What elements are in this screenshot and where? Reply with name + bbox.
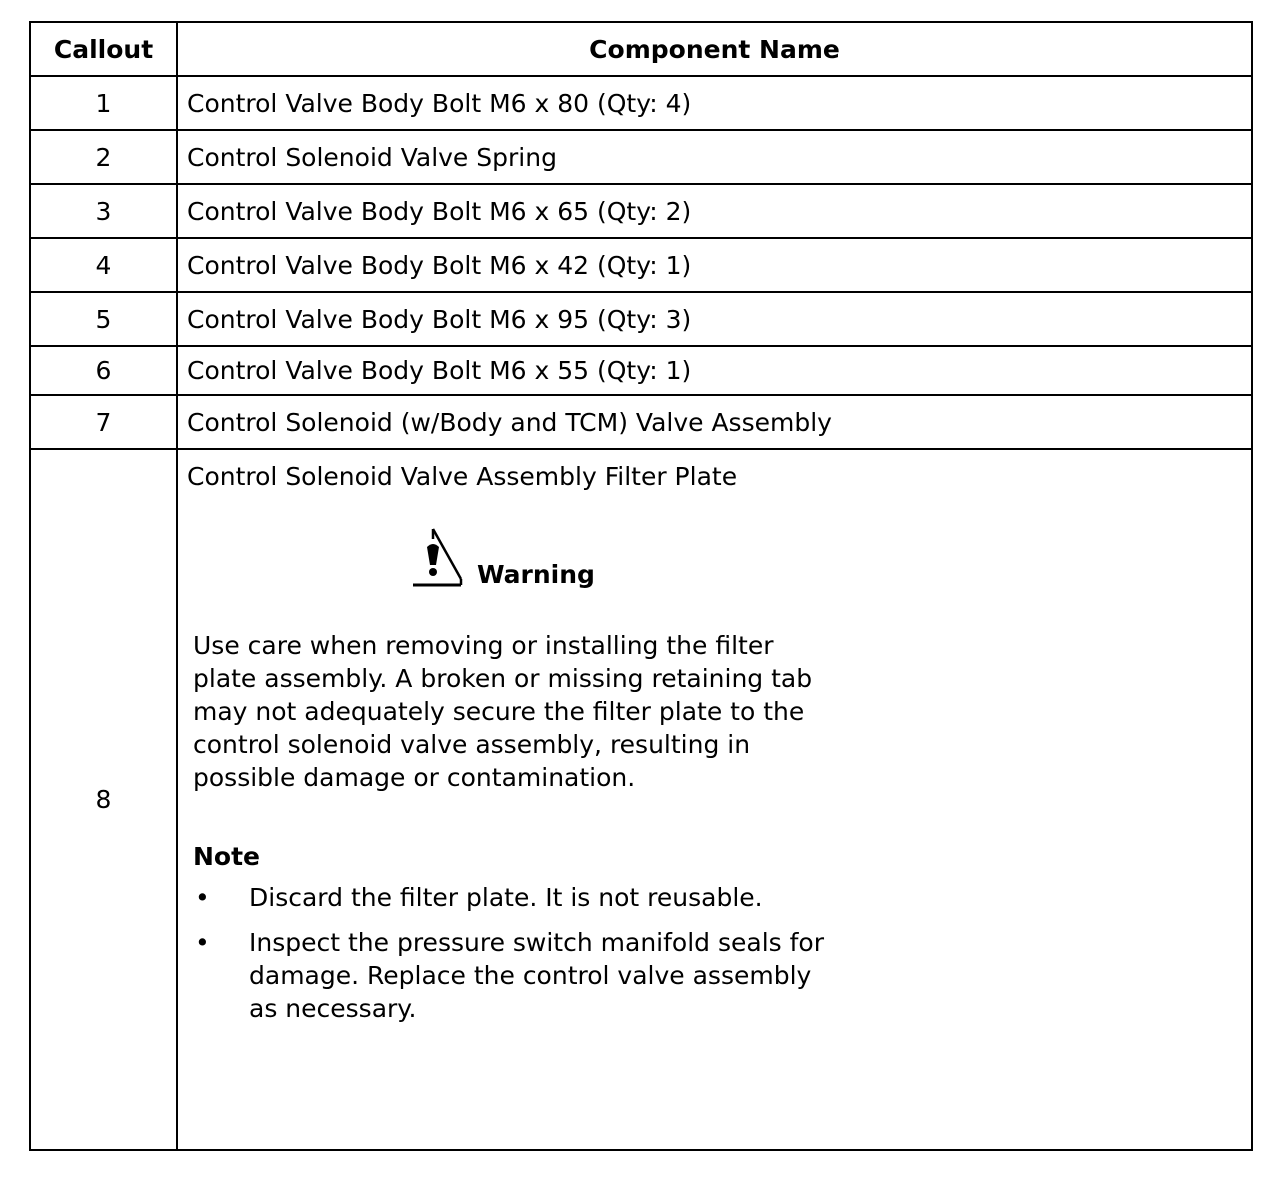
components-table [29,21,1253,1151]
warning-text: Use care when removing or installing the filter plate assembly. A broken or missing retaining tab may not adequately secure the filter plate to the control solenoid valve assembly, resulting in possible damage or contamination. [193,631,813,792]
table-row [30,130,1252,184]
component-name-cell: Control Valve Body Bolt M6 x 55 (Qty: 1) [177,346,1252,395]
warning-icon [409,525,465,589]
component-name-cell: Control Valve Body Bolt M6 x 95 (Qty: 3) [177,292,1252,346]
note-list [193,881,833,1025]
list-item [193,926,833,1025]
note-item-text: Discard the filter plate. It is not reusable. [249,883,763,912]
table-row [30,449,1252,1150]
note-title: Note [193,842,261,871]
table-row [30,76,1252,130]
callout-cell: 7 [30,395,177,449]
bullet: • [195,928,210,957]
component-name-cell: Control Valve Body Bolt M6 x 42 (Qty: 1) [177,238,1252,292]
callout-cell: 2 [30,130,177,184]
callout-cell: 5 [30,292,177,346]
bullet: • [195,883,210,912]
table-row [30,346,1252,395]
table-row [30,184,1252,238]
warning-heading [409,525,1251,589]
header-row [30,22,1252,76]
table-row [30,395,1252,449]
callout-cell: 4 [30,238,177,292]
note-item-text: Inspect the pressure switch manifold seals for damage. Replace the control valve assembly as necessary. [249,928,824,1023]
component-name-cell: Control Valve Body Bolt M6 x 80 (Qty: 4) [177,76,1252,130]
callout-cell: 1 [30,76,177,130]
callout-cell: 8 [30,449,177,1150]
warning-label: Warning [477,560,595,589]
callout-cell: 3 [30,184,177,238]
component-name-cell [177,449,1252,1150]
component-name-cell: Control Solenoid Valve Spring [177,130,1252,184]
table-row [30,238,1252,292]
component-name-header: Component Name [177,22,1252,76]
component-name: Control Solenoid Valve Assembly Filter Plate [187,462,738,491]
component-name-cell: Control Solenoid (w/Body and TCM) Valve Assembly [177,395,1252,449]
callout-header: Callout [30,22,177,76]
list-item [193,881,833,914]
table-row [30,292,1252,346]
component-name-cell: Control Valve Body Bolt M6 x 65 (Qty: 2) [177,184,1252,238]
callout-cell: 6 [30,346,177,395]
